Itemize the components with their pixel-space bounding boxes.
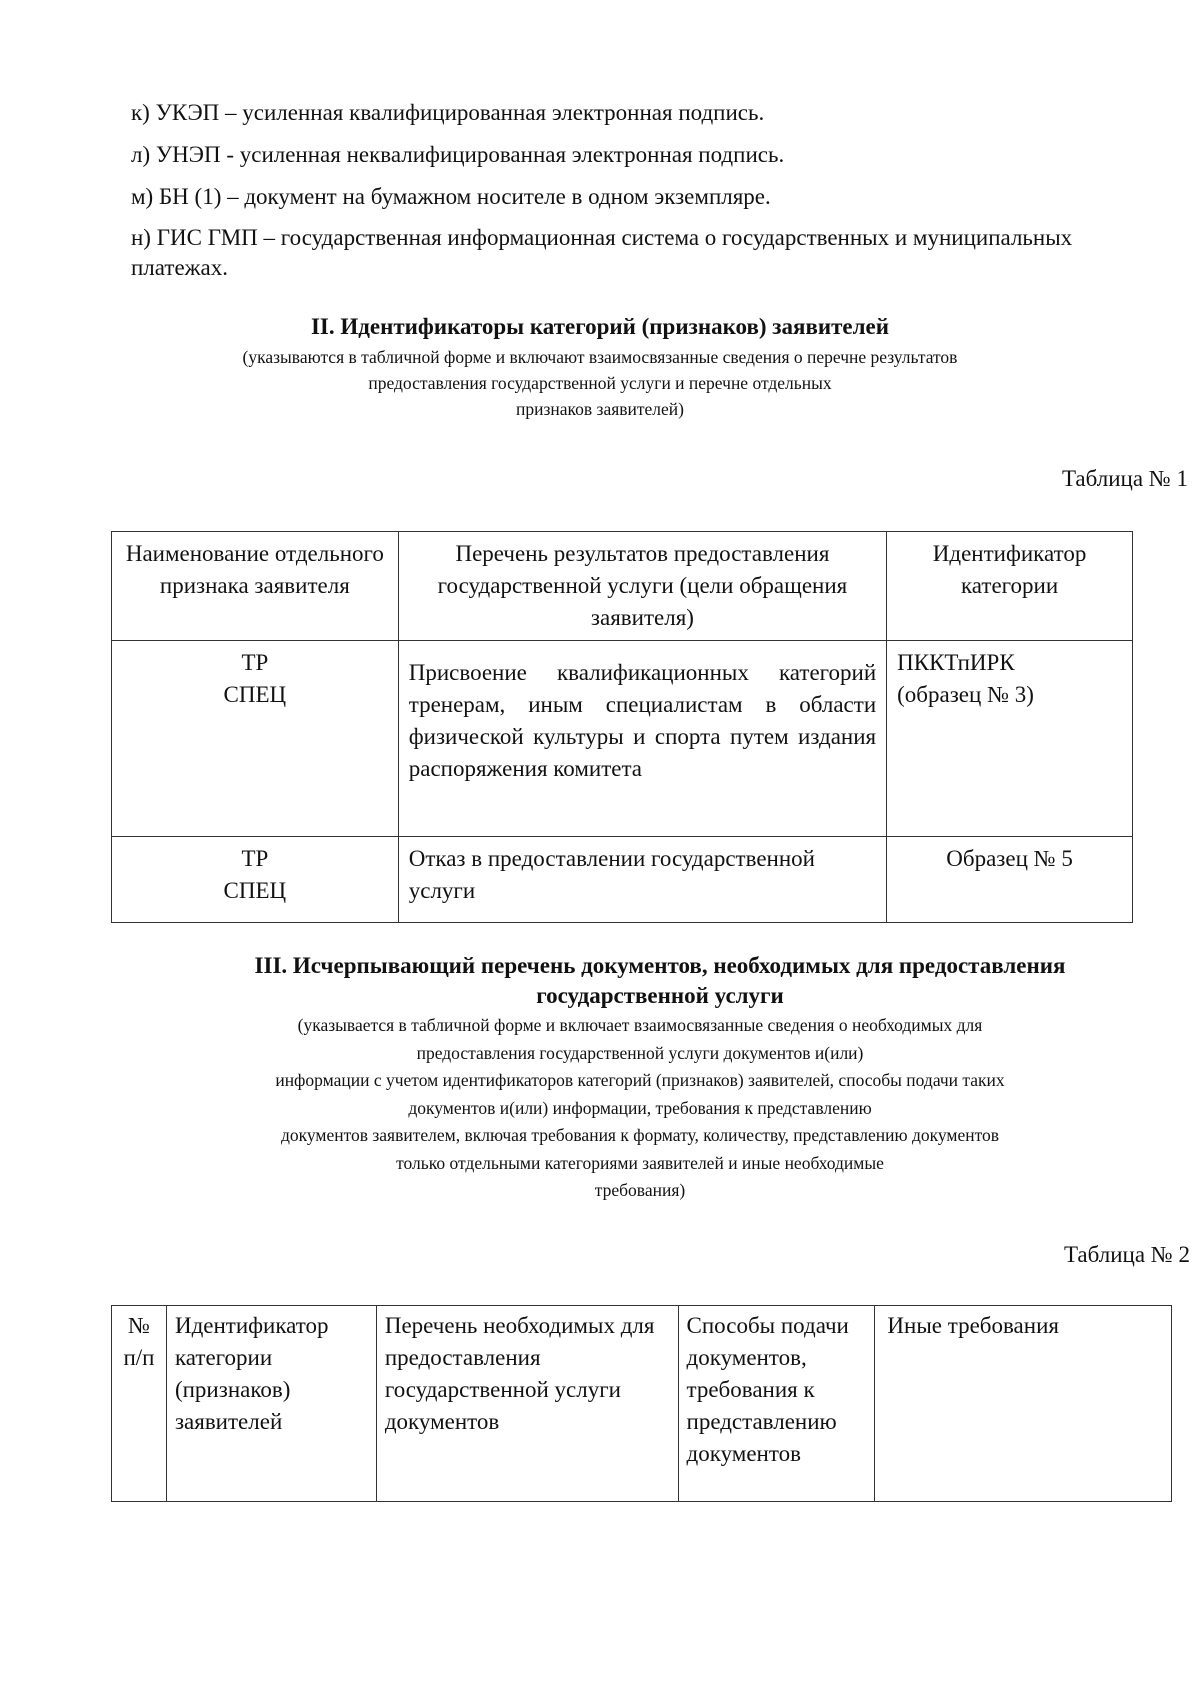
table2-header-row xyxy=(112,1306,1172,1502)
table1-row xyxy=(112,837,1133,923)
table1-header-cell: Идентификатор категории xyxy=(887,532,1133,641)
section3-title-line: III. Исчерпывающий перечень документов, необходимых для предоставления xyxy=(254,953,1066,978)
table2-header-cell: Способы подачи документов, требования к представлению документов xyxy=(678,1306,875,1502)
table2-header-cell: Иные требования xyxy=(875,1306,1172,1502)
section2-title: II. Идентификаторы категорий (признаков) заявителей xyxy=(310,314,890,339)
feature-code: ТР xyxy=(241,846,269,871)
table1-result-cell: Присвоение квалификационных категорий тренерам, иным специалистам в области физической культуры и спорта путем издания распоряжения комитета xyxy=(398,641,886,837)
definition-item: н) ГИС ГМП – государственная информационная система о государственных и муниципальных платежах. xyxy=(131,225,1073,280)
feature-code: СПЕЦ xyxy=(223,878,287,903)
definitions-list xyxy=(131,97,1111,293)
table2-label: Таблица № 2 xyxy=(1063,1242,1190,1267)
definition-item: к) УКЭП – усиленная квалифицированная электронная подпись. xyxy=(131,100,765,125)
section3-title xyxy=(140,951,1180,1011)
table2-header-cell: Перечень необходимых для предоставления государственной услуги документов xyxy=(376,1306,678,1502)
section3-note-line: информации с учетом идентификаторов категорий (признаков) заявителей, способы подачи таких xyxy=(275,1070,1005,1090)
section3-title-line: государственной услуги xyxy=(536,983,784,1008)
identifier-code: Образец № 5 xyxy=(946,846,1073,871)
table2-header-cell: № п/п xyxy=(112,1306,167,1502)
table1-feature-cell xyxy=(112,641,399,837)
section2-note xyxy=(60,344,1140,422)
feature-code: СПЕЦ xyxy=(223,682,287,707)
table1-header-cell: Наименование отдельного признака заявителя xyxy=(112,532,399,641)
section2-note-line: (указываются в табличной форме и включают взаимосвязанные сведения о перечне результатов xyxy=(242,347,958,367)
section3-note-line: (указывается в табличной форме и включает взаимосвязанные сведения о необходимых для xyxy=(297,1015,983,1035)
table1-identifier-cell xyxy=(887,641,1133,837)
section3-note-line: документов заявителем, включая требования к формату, количеству, представлению документов xyxy=(280,1125,1000,1145)
table1-header-row xyxy=(112,532,1133,641)
table1-result-cell: Отказ в предоставлении государственной услуги xyxy=(398,837,886,923)
table1-header-cell: Перечень результатов предоставления государственной услуги (цели обращения заявителя) xyxy=(398,532,886,641)
identifier-code: ПККТпИРК xyxy=(897,650,1015,675)
feature-code: ТР xyxy=(241,650,269,675)
section3-note-line: только отдельными категориями заявителей и иные необходимые xyxy=(396,1152,884,1173)
section2-note-line: предоставления государственной услуги и перечне отдельных xyxy=(368,373,832,393)
table1-label: Таблица № 1 xyxy=(1061,466,1188,491)
definition-item: л) УНЭП - усиленная неквалифицированная электронная подпись. xyxy=(131,142,785,167)
table2 xyxy=(111,1305,1172,1502)
table2-header-cell: Идентификатор категории (признаков) заявителей xyxy=(166,1306,376,1502)
table1-feature-cell xyxy=(112,837,399,923)
section3-note-line: документов и(или) информации, требования к представлению xyxy=(408,1097,872,1118)
definition-item: м) БН (1) – документ на бумажном носителе в одном экземпляре. xyxy=(131,184,771,209)
table1 xyxy=(111,531,1133,923)
section3-note-line: требования) xyxy=(594,1180,686,1200)
section3-note-line: предоставления государственной услуги документов и(или) xyxy=(416,1042,864,1063)
section3-note xyxy=(90,1012,1190,1205)
section2-note-line: признаков заявителей) xyxy=(516,399,684,419)
table1-identifier-cell xyxy=(887,837,1133,923)
identifier-sample: (образец № 3) xyxy=(897,682,1034,707)
table1-row xyxy=(112,641,1133,837)
